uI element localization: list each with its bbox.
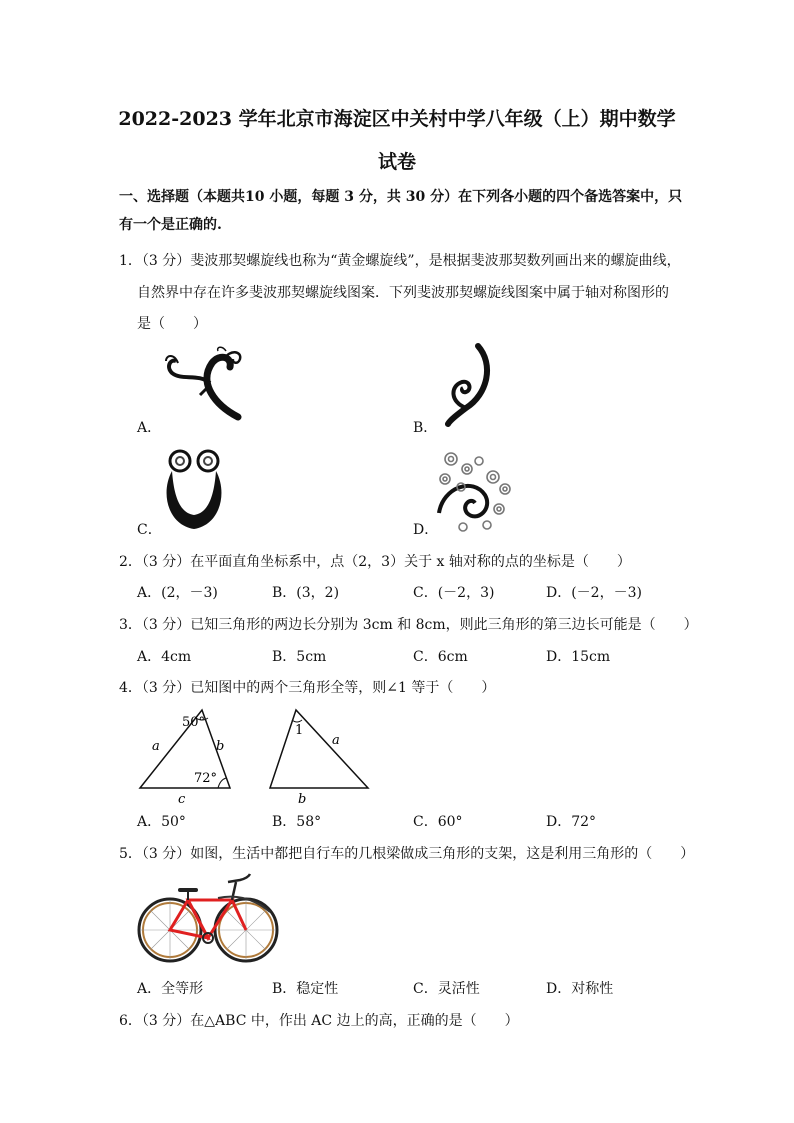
section-header: 一、选择题（本题共10 小题，每题 3 分，共 30 分）在下列各小题的四个备选答案中，只 <box>119 189 683 205</box>
q5-stem: 5．（3 分）如图，生活中都把自行车的几根梁做成三角形的支架，这是利用三角形的（ ） <box>119 846 695 862</box>
tri1-top-angle: 50° <box>182 715 206 730</box>
q1-option-d[interactable]: D． <box>413 522 439 538</box>
tri2-side-a: a <box>332 733 340 748</box>
q4-stem: 4．（3 分）已知图中的两个三角形全等，则∠1 等于（ ） <box>119 680 496 696</box>
q3-option-d[interactable]: D．15cm <box>546 649 611 665</box>
spiral-figure-d <box>433 447 513 533</box>
section-header-cont: 有一个是正确的. <box>119 217 222 233</box>
q3-stem: 3．（3 分）已知三角形的两边长分别为 3cm 和 8cm，则此三角形的第三边长可能是（ ） <box>119 617 698 633</box>
q5-option-d[interactable]: D．对称性 <box>546 981 614 997</box>
q2-option-d[interactable]: D．(－2，－3) <box>546 585 642 601</box>
q4-option-d[interactable]: D．72° <box>546 814 597 830</box>
q1-stem-cont2: 是（ ） <box>137 316 207 332</box>
q4-option-a[interactable]: A．50° <box>137 814 186 830</box>
page-title-cont: 试卷 <box>377 151 416 173</box>
triangle-figure-2 <box>268 706 372 806</box>
tri1-side-a: a <box>152 739 160 754</box>
tri1-bottom-angle: 72° <box>194 771 218 786</box>
q4-option-b[interactable]: B．58° <box>272 814 322 830</box>
spiral-figure-c <box>158 447 230 533</box>
q6-stem: 6．（3 分）在△ABC 中，作出 AC 边上的高，正确的是（ ） <box>119 1013 519 1029</box>
q5-option-b[interactable]: B．稳定性 <box>272 981 339 997</box>
tri1-side-b: b <box>216 739 225 754</box>
q3-option-b[interactable]: B．5cm <box>272 649 327 665</box>
tri2-angle-1: 1 <box>295 723 304 738</box>
q4-option-c[interactable]: C．60° <box>413 814 463 830</box>
q2-option-c[interactable]: C．(－2，3) <box>413 585 495 601</box>
q3-option-c[interactable]: C．6cm <box>413 649 468 665</box>
bicycle-image <box>136 868 278 966</box>
q2-option-a[interactable]: A．(2，－3) <box>137 585 218 601</box>
spiral-figure-a <box>160 345 250 425</box>
q5-option-c[interactable]: C．灵活性 <box>413 981 480 997</box>
q1-option-b[interactable]: B． <box>413 420 438 436</box>
triangle-figure-1 <box>136 706 236 806</box>
spiral-figure-b <box>436 342 496 427</box>
q1-option-c[interactable]: C． <box>137 522 162 538</box>
q1-stem-cont: 自然界中存在许多斐波那契螺旋线图案．下列斐波那契螺旋线图案中属于轴对称图形的 <box>137 285 669 301</box>
q5-option-a[interactable]: A．全等形 <box>137 981 204 997</box>
tri1-side-c: c <box>178 792 186 807</box>
q1-stem: 1．（3 分）斐波那契螺旋线也称为“黄金螺旋线”，是根据斐波那契数列画出来的螺旋曲线， <box>119 253 681 269</box>
q1-option-a[interactable]: A． <box>137 420 162 436</box>
page-title: 2022-2023 学年北京市海淀区中关村中学八年级（上）期中数学 <box>118 108 676 130</box>
q2-stem: 2．（3 分）在平面直角坐标系中，点（2，3）关于 x 轴对称的点的坐标是（ ） <box>119 554 631 570</box>
tri2-side-b: b <box>298 792 307 807</box>
q2-option-b[interactable]: B．(3，2) <box>272 585 340 601</box>
q3-option-a[interactable]: A．4cm <box>137 649 192 665</box>
